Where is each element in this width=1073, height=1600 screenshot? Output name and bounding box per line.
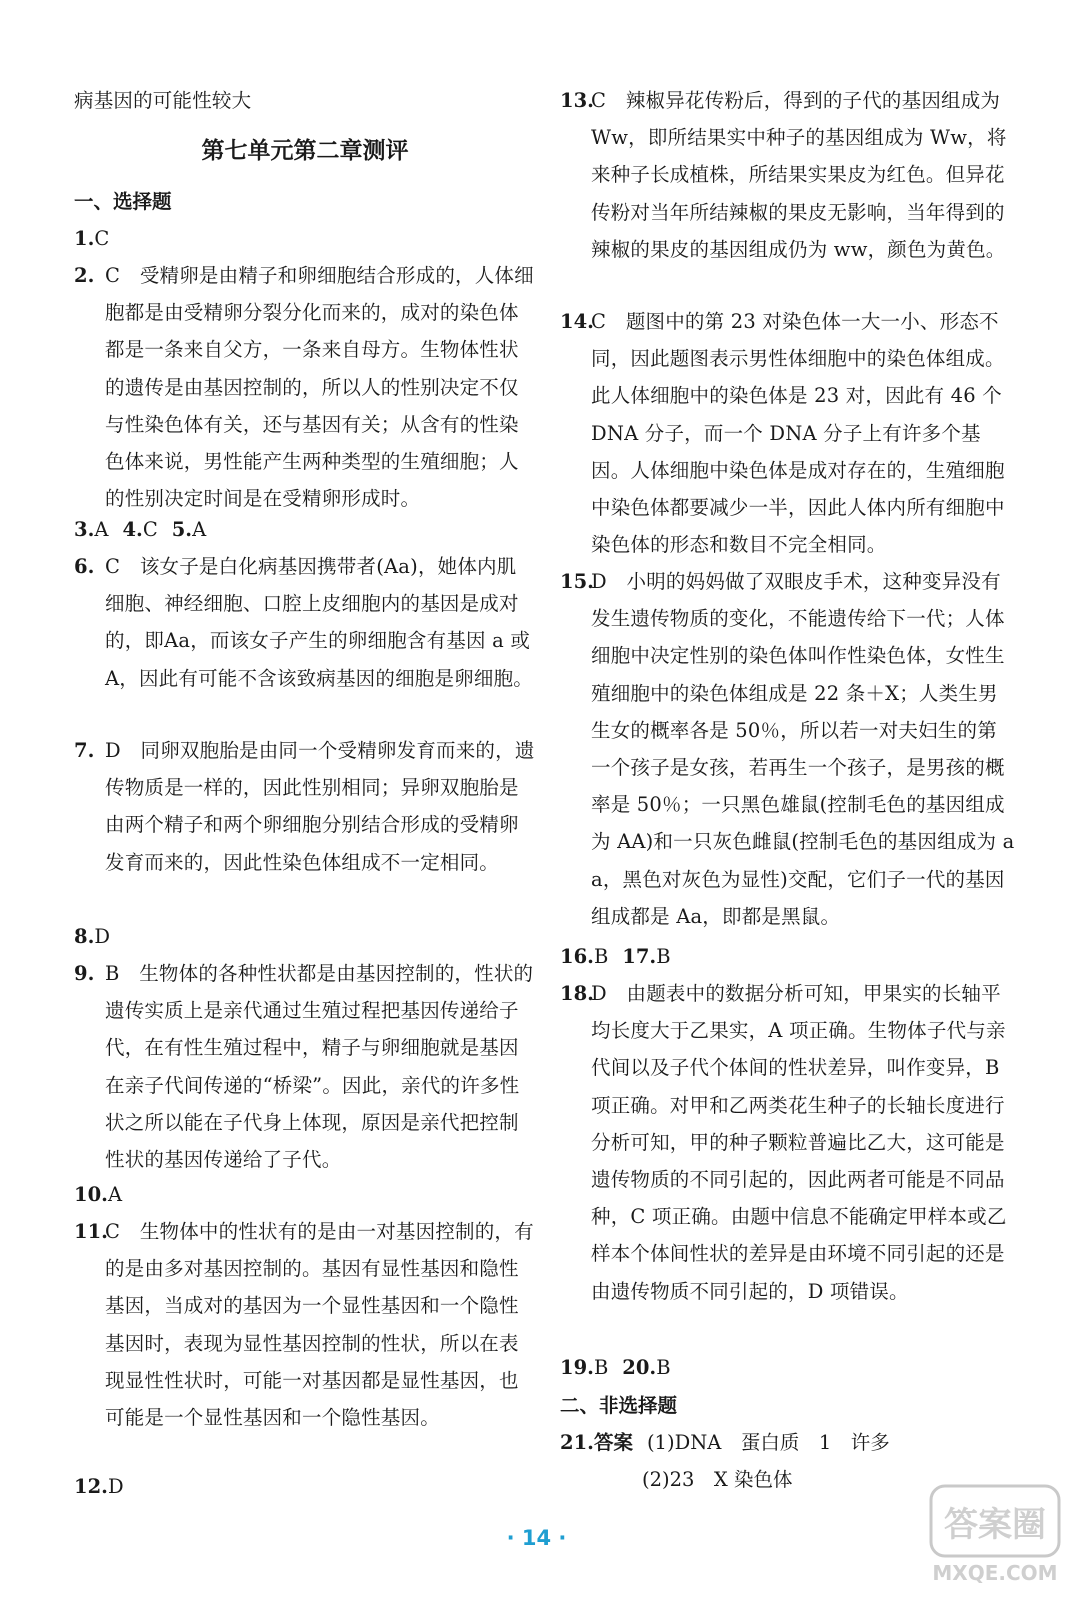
answer-6 [74, 548, 536, 697]
answer-1 [74, 220, 536, 257]
section-heading-choice: 一、选择题 [74, 190, 172, 213]
answer-text: D 小明的妈妈做了双眼皮手术，这种变异没有发生遗传物质的变化，不能遗传给下一代；人体细胞中决定性别的染色体叫作性染色体，女性生殖细胞中的染色体组成是 22 条＋X；人类生男生女的概率各是 50％，所以若一对夫妇生的第一个孩子是女孩，若再生一个孩子，是男孩的概率是 50％；一只黑色雄鼠(控制毛色的基因组成为 AA)和一只灰色雌鼠(控制毛色的基因组成为 aa，黑色对灰色为显性)交配，它们子一代的基因组成都是 Aa，即都是黑鼠。 [591, 570, 1015, 928]
watermark-bottom-text: MXQE.COM [932, 1561, 1058, 1585]
answer-18 [560, 975, 1015, 1310]
watermark-logo [925, 1480, 1065, 1590]
answer-2 [74, 257, 536, 517]
answer-text: C 辣椒异花传粉后，得到的子代的基因组成为 Ww，即所结果实中种子的基因组成为 Ww，将来种子长成植株，所结果实果皮为红色。但异花传粉对当年所结辣椒的果皮无影响，当年得到的辣椒的果皮的基因组成仍为 ww，颜色为黄色。 [591, 89, 1007, 261]
answer-11 [74, 1213, 536, 1436]
answer-number: 13. [560, 89, 594, 112]
answer-number: 18. [560, 982, 594, 1005]
answer-12: 12.D [74, 1475, 124, 1498]
answer-number: 7. [74, 739, 95, 762]
answer-15 [560, 563, 1015, 935]
answer-text: D 由题表中的数据分析可知，甲果实的长轴平均长度大于乙果实，A 项正确。生物体子代与亲代间以及子代个体间的性状差异，叫作变异，B 项正确。对甲和乙两类花生种子的长轴长度进行分析可知，甲的种子颗粒普遍比乙大，这可能是遗传物质的不同引起的，因此两者可能是不同品种，C 项正确。由题中信息不能确定甲样本或乙样本个体间性状的差异是由环境不同引起的还是由遗传物质不同引起的，D 项错误。 [591, 982, 1007, 1303]
answer-text: C 题图中的第 23 对染色体一大一小、形态不同，因此题图表示男性体细胞中的染色体组成。此人体细胞中的染色体是 23 对，因此有 46 个 DNA 分子，而一个 DNA 分子上有许多个基因。人体细胞中染色体是成对存在的，生殖细胞中染色体都要减少一半，因此人体内所有细胞中染色体的形态和数目不完全相同。 [591, 310, 1005, 557]
answer-9 [74, 955, 536, 1178]
answer-21-line2: (2)23 X 染色体 [642, 1468, 793, 1491]
answer-choice: C [94, 227, 110, 250]
answer-text: B 生物体的各种性状都是由基因控制的，性状的遗传实质上是亲代通过生殖过程把基因传递给子代，在有性生殖过程中，精子与卵细胞就是基因在亲子代间传递的“桥梁”。因此，亲代的许多性状之所以能在子代身上体现，原因是亲代把控制性状的基因传递给了子代。 [105, 962, 534, 1172]
answer-number: 2. [74, 264, 95, 287]
answer-8: 8.D [74, 925, 110, 948]
page-title: 第七单元第二章测评 [201, 138, 409, 164]
answer-text: C 受精卵是由精子和卵细胞结合形成的，人体细胞都是由受精卵分裂分化而来的，成对的染色体都是一条来自父方，一条来自母方。生物体性状的遗传是由基因控制的，所以人的性别决定不仅与性染色体有关，还与基因有关；从含有的性染色体来说，男性能产生两种类型的生殖细胞；人的性别决定时间是在受精卵形成时。 [105, 264, 534, 511]
intro-text: 病基因的可能性较大 [74, 89, 252, 112]
answer-text: D 同卵双胞胎是由同一个受精卵发育而来的，遗传物质是一样的，因此性别相同；异卵双胞胎是由两个精子和两个卵细胞分别结合形成的受精卵发育而来的，因此性染色体组成不一定相同。 [105, 739, 535, 874]
answer-16-17: 16.B 17.B [560, 945, 671, 968]
answer-text: C 该女子是白化病基因携带者(Aa)，她体内肌细胞、神经细胞、口腔上皮细胞内的基因是成对的，即Aa，而该女子产生的卵细胞含有基因 a 或 A，因此有可能不含该致病基因的细胞是卵细胞。 [105, 555, 533, 690]
answer-number: 1. [74, 227, 95, 250]
page-number: · 14 · [506, 1526, 567, 1550]
answer-3-5: 3.A 4.C 5.A [74, 518, 207, 541]
answer-7 [74, 732, 536, 881]
answer-13 [560, 82, 1015, 268]
answer-number: 14. [560, 310, 594, 333]
answer-number: 9. [74, 962, 95, 985]
answer-21: 21.答案 (1)DNA 蛋白质 1 许多 [560, 1431, 890, 1454]
answer-text: C 生物体中的性状有的是由一对基因控制的，有的是由多对基因控制的。基因有显性基因和隐性基因，当成对的基因为一个显性基因和一个隐性基因时，表现为显性基因控制的性状，所以在表现显性性状时，可能一对基因都是显性基因，也可能是一个显性基因和一个隐性基因。 [105, 1220, 534, 1430]
answer-number: 6. [74, 555, 95, 578]
answer-19-20: 19.B 20.B [560, 1356, 671, 1379]
answer-14 [560, 303, 1015, 563]
watermark-top-text: 答案圈 [944, 1505, 1046, 1545]
answer-10: 10.A [74, 1183, 123, 1206]
answer-number: 15. [560, 570, 594, 593]
answer-number: 11. [74, 1220, 108, 1243]
section-heading-nonchoice: 二、非选择题 [560, 1394, 678, 1417]
